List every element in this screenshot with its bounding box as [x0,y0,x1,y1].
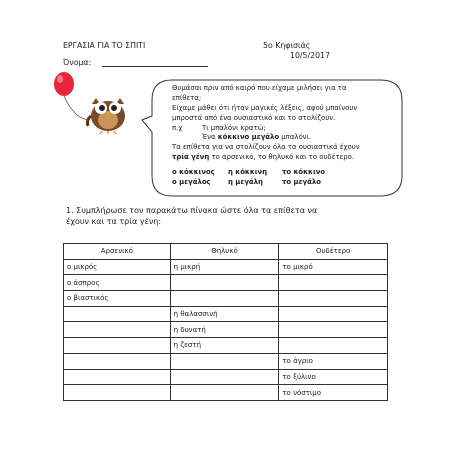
header-masculine: Αρσενικό [64,244,171,260]
header-neuter: Ουδέτερο [279,244,388,260]
cell-feminine[interactable]: η δυνατή [170,322,279,338]
table-row [64,291,388,307]
example-question: Τι μπαλόνι κρατώ; [202,124,266,132]
gender-table [63,243,388,401]
school-name: 5ο Κηφισιάς [263,41,311,50]
cell-neuter[interactable] [279,275,388,291]
cell-neuter[interactable]: το ξύλινο [279,369,388,385]
cell-masculine[interactable] [64,369,171,385]
table-header-row [64,244,388,260]
form-neuter: το μεγάλο [282,178,321,186]
cell-neuter[interactable] [279,291,388,307]
cell-masculine[interactable] [64,385,171,401]
form-feminine: η μεγάλη [228,178,263,186]
cell-neuter[interactable]: το άγριο [279,353,388,369]
table-row [64,306,388,322]
bubble-line: Τα επίθετα για να στολίζουν όλα τα ουσιαστικά έχουν [172,143,360,151]
cell-masculine[interactable]: ο μικρός [64,259,171,275]
table-row [64,275,388,291]
example-answer: Ένα κόκκινο μεγάλο μπαλόνι. [202,133,312,141]
table-row [64,353,388,369]
cell-feminine[interactable] [170,385,279,401]
bubble-line: Είχαμε μάθει ότι ήταν μαγικές λέξεις, αφού μπαίνουν [172,104,358,112]
exercise-instruction: 1. Συμπλήρωσε τον παρακάτω πίνακα ώστε όλα τα επίθετα να [66,206,318,215]
bubble-line: τρία γένη το αρσενικό, το θηλυκό και το ουδέτερο. [172,153,355,161]
cell-masculine[interactable] [64,306,171,322]
table-row [64,338,388,354]
cell-feminine[interactable]: η θαλασσινή [170,306,279,322]
cell-neuter[interactable] [279,306,388,322]
cell-feminine[interactable]: η μικρή [170,259,279,275]
worksheet-title: ΕΡΓΑΣΙΑ ΓΙΑ ΤΟ ΣΠΙΤΙ [63,41,146,50]
bubble-line: επίθετα; [172,94,202,102]
cell-neuter[interactable]: το μικρό [279,259,388,275]
cell-masculine[interactable] [64,338,171,354]
cell-masculine[interactable]: ο βιαστικός [64,291,171,307]
table-row [64,385,388,401]
name-input-line[interactable] [102,66,208,67]
form-feminine: η κόκκινη [228,168,268,176]
bubble-line: Θυμάσαι πριν από καιρό που είχαμε μιλήσει για τα [172,84,347,92]
worksheet-date: 10/5/2017 [290,51,330,60]
header-feminine: Θηλυκό [170,244,279,260]
cell-neuter[interactable] [279,338,388,354]
form-neuter: το κόκκινο [282,168,326,176]
cell-feminine[interactable] [170,369,279,385]
bubble-line: μπροστά από ένα ουσιαστικό και το στολίζουν. [172,114,336,122]
table-row [64,322,388,338]
cell-neuter[interactable] [279,322,388,338]
exercise-instruction: έχουν και τα τρία γένη: [66,217,162,226]
form-masculine: ο μεγάλος [172,178,211,186]
cell-masculine[interactable] [64,322,171,338]
table-row [64,369,388,385]
example-prefix: π.χ [172,124,183,132]
owl-with-balloon-icon [48,70,138,140]
name-label: Όνομα: [63,58,92,67]
cell-feminine[interactable]: η ζεστή [170,338,279,354]
form-masculine: ο κόκκινος [172,168,215,176]
cell-feminine[interactable] [170,275,279,291]
cell-masculine[interactable] [64,353,171,369]
cell-feminine[interactable] [170,353,279,369]
cell-feminine[interactable] [170,291,279,307]
cell-neuter[interactable]: το νόστιμο [279,385,388,401]
cell-masculine[interactable]: ο άσπρος [64,275,171,291]
table-row [64,259,388,275]
